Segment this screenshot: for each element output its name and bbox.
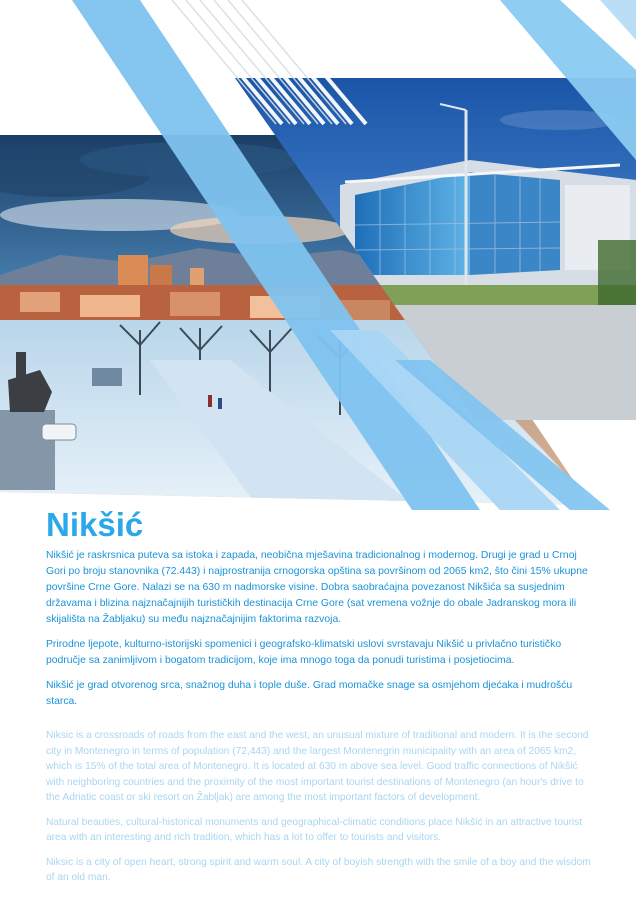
page-title: Nikšić xyxy=(46,506,144,543)
english-paragraph-3: Niksic is a city of open heart, strong spirit and warm soul. A city of boyish strength with the smile of a boy and the wisdom of an old man. xyxy=(46,856,591,883)
local-language-text xyxy=(46,548,594,710)
local-paragraph-3: Nikšić je grad otvorenog srca, snažnog duha i tople duše. Grad momačke snage sa osmjehom djećaka i mudrošću starca. xyxy=(46,680,573,707)
local-paragraph-2: Prirodne ljepote, kulturno-istorijski spomenici i geografsko-klimatski uslovi svrstavaju Nikšić u privlačno turističko područje sa zanimljivom i bogatom tradicijom, koje ima mnogo toga da ponudi turistima i posjetiocima. xyxy=(46,639,562,666)
english-paragraph-1: Niksic is a crossroads of roads from the east and the west, an unusual mixture of traditional and modern. It is the second city in Montenegro in terms of population (72,443) and the largest Montenegrin municipality with an area of 2065 km2, which is 15% of the total area of Montenegro. It is located at 630 m above sea level. Good traffic connections of Nikšić with neighboring countries and the proximity of the most important tourist destinations of Montenegro (an hour's drive to the Adriatic coast or ski resort on Žabljak) are among the most important factors of development. xyxy=(46,730,589,803)
article xyxy=(46,506,594,886)
english-paragraph-2: Natural beauties, cultural-historical monuments and geographical-climatic conditions place Nikšić in an attractive tourist area with an interesting and rich tradition, which has a lot to offer to tourists and visitors. xyxy=(46,816,583,843)
english-text xyxy=(46,728,594,886)
local-paragraph-1: Nikšić je raskrsnica puteva sa istoka i zapada, neobična mješavina tradicionalnog i modernog. Drugi je grad u Crnoj Gori po broju stanovnika (72.443) i najprostranija crnogorska opština sa površinom od 2065 km2, što čini 15% ukupne površine Crne Gore. Nalazi se na 630 m nadmorske visine. Dobra saobraćajna povezanost Nikšića sa susjednim državama i blizina najznačajnijih turističkih destinacija Crne Gore (sat vremena vožnje do obale Jadranskog mora ili skijališta na Žabljaku) su među najznačajnijim faktorima razvoja. xyxy=(46,550,588,625)
